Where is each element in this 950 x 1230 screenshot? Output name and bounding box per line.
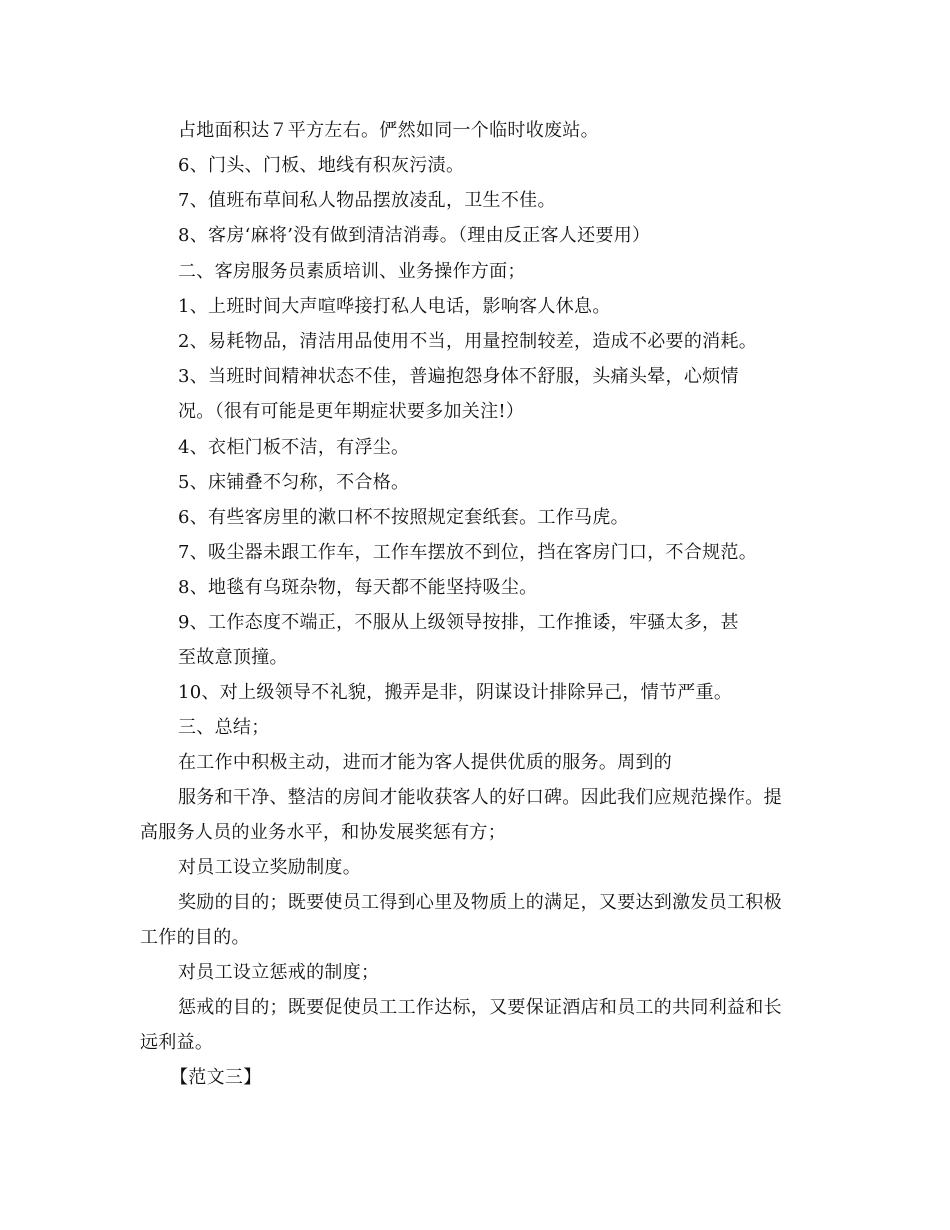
- text-line: 9、工作态度不端正，不服从上级领导按排，工作推诿，牢骚太多，甚: [178, 612, 739, 633]
- text-line: 6、门头、门板、地线有积灰污渍。: [178, 155, 465, 176]
- section-heading: 三、总结；: [178, 717, 270, 738]
- text-line: 7、值班布草间私人物品摆放凌乱，卫生不佳。: [178, 190, 556, 211]
- text-line: 对员工设立惩戒的制度；: [178, 962, 380, 983]
- text-line: 奖励的目的；既要使员工得到心里及物质上的满足，又要达到激发员工积极: [178, 892, 782, 913]
- text-line: 服务和干净、整洁的房间才能收获客人的好口碑。因此我们应规范操作。提: [178, 787, 782, 808]
- text-line: 在工作中积极主动，进而才能为客人提供优质的服务。周到的: [178, 752, 673, 773]
- text-line: 8、地毯有乌斑杂物，每天都不能坚持吸尘。: [178, 577, 538, 598]
- text-line: 7、吸尘器未跟工作车，工作车摆放不到位，挡在客房门口，不合规范。: [178, 542, 758, 563]
- text-line: 5、床铺叠不匀称，不合格。: [178, 472, 410, 493]
- text-line: 1、上班时间大声喧哗接打私人电话，影响客人休息。: [178, 296, 611, 317]
- text-line: 至故意顶撞。: [178, 647, 288, 668]
- text-line: 10、对上级领导不礼貌，搬弄是非，阴谋设计排除异己，情节严重。: [178, 682, 733, 703]
- text-line: 2、易耗物品，清洁用品使用不当，用量控制较差，造成不必要的消耗。: [178, 331, 758, 352]
- text-line: 4、衣柜门板不洁，有浮尘。: [178, 437, 410, 458]
- text-line: 高服务人员的业务水平，和协发展奖惩有方；: [140, 822, 506, 843]
- text-line: 占地面积达７平方左右。俨然如同一个临时收废站。: [178, 120, 599, 141]
- text-line: 惩戒的目的；既要促使员工工作达标，又要保证酒店和员工的共同利益和长: [178, 997, 782, 1018]
- text-line: 况。（很有可能是更年期症状要多加关注!）: [178, 401, 525, 422]
- text-line: 远利益。: [140, 1032, 214, 1053]
- section-heading: 【范文三】: [170, 1067, 262, 1088]
- text-line: 对员工设立奖励制度。: [178, 857, 361, 878]
- text-line: 8、客房‘麻将’没有做到清洁消毒。（理由反正客人还要用）: [178, 225, 651, 246]
- text-line: 工作的目的。: [140, 927, 250, 948]
- text-line: 3、当班时间精神状态不佳，普遍抱怨身体不舒服，头痛头晕，心烦情: [178, 366, 739, 387]
- text-line: 6、有些客房里的漱口杯不按照规定套纸套。工作马虎。: [178, 507, 629, 528]
- section-heading: 二、客房服务员素质培训、业务操作方面；: [178, 261, 526, 282]
